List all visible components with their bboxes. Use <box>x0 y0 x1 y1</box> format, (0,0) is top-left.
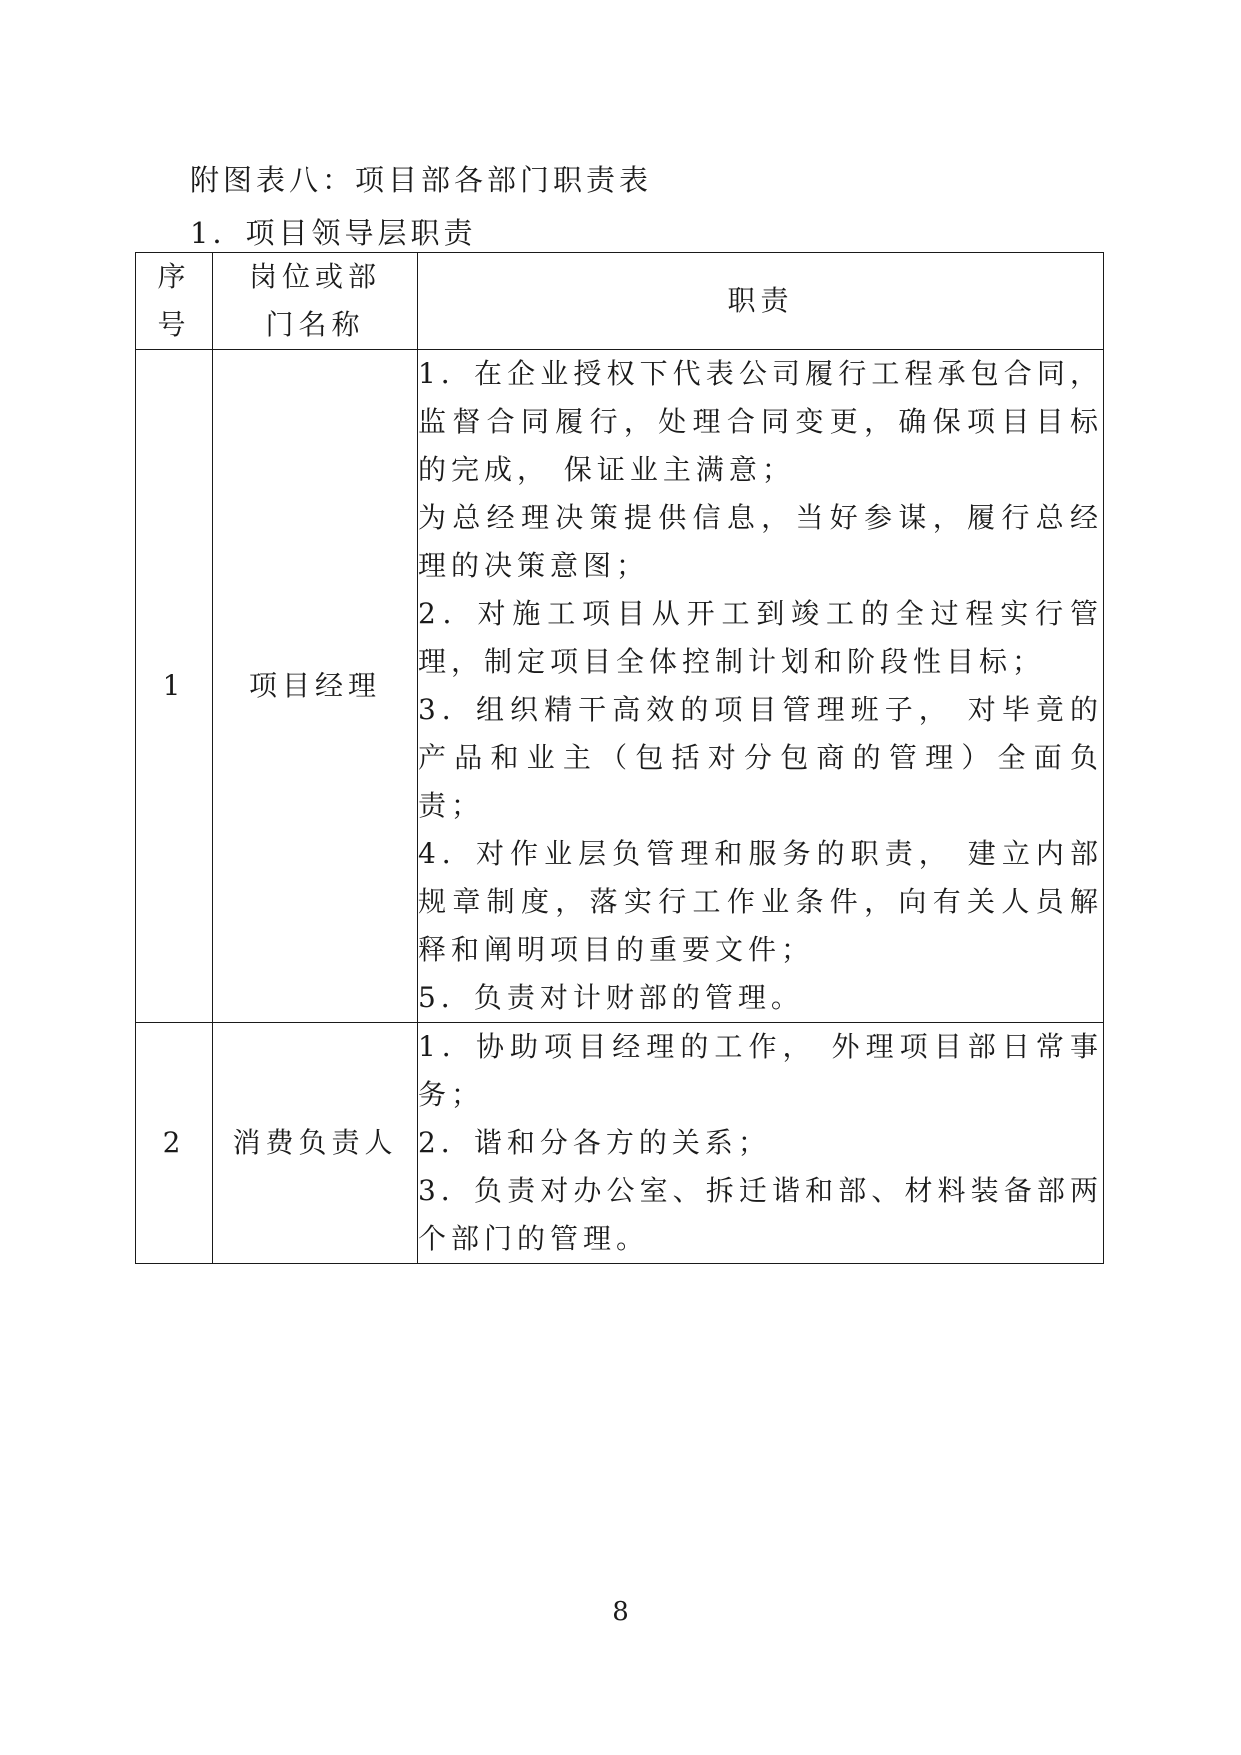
section-title: 1．项目领导层职责 <box>190 216 477 250</box>
header-name <box>213 253 418 350</box>
row-duties <box>418 1023 1104 1264</box>
duty-item: 5．负责对计财部的管理。 <box>418 981 804 1014</box>
page-number: 8 <box>612 1597 629 1627</box>
row-name: 消费负责人 <box>213 1023 418 1264</box>
duty-item: 1．协助项目经理的工作， 外理项目部日常事务； <box>418 1030 1103 1111</box>
header-seq-line1: 序 <box>157 260 191 293</box>
table-row <box>136 350 1104 1023</box>
duty-item: 2．对施工项目从开工到竣工的全过程实行管理，制定项目全体控制计划和阶段性目标； <box>418 597 1103 678</box>
table-header-row <box>136 253 1104 350</box>
duty-item: 3．负责对办公室、拆迁谐和部、材料装备部两个部门的管理。 <box>418 1174 1103 1255</box>
document-title: 附图表八：项目部各部门职责表 <box>190 163 653 197</box>
row-duties <box>418 350 1104 1023</box>
header-seq <box>136 253 213 350</box>
duty-item: 3．组织精干高效的项目管理班子， 对毕竟的产品和业主（包括对分包商的管理）全面负责； <box>418 693 1103 822</box>
duty-item: 4．对作业层负管理和服务的职责， 建立内部规章制度，落实行工作业条件，向有关人员解释和阐明项目的重要文件； <box>418 837 1103 966</box>
header-duty: 职责 <box>418 253 1104 350</box>
duty-item: 为总经理决策提供信息，当好参谋，履行总经理的决策意图； <box>418 501 1103 582</box>
duty-item: 2．谐和分各方的关系； <box>418 1126 771 1159</box>
row-seq: 1 <box>136 350 213 1023</box>
row-name: 项目经理 <box>213 350 418 1023</box>
header-name-line1: 岗位或部 <box>248 260 381 293</box>
row-seq: 2 <box>136 1023 213 1264</box>
table-row <box>136 1023 1104 1264</box>
duties-table <box>135 252 1104 1264</box>
header-seq-line2: 号 <box>157 308 191 341</box>
header-name-line2: 门名称 <box>265 308 365 341</box>
duty-item: 1．在企业授权下代表公司履行工程承包合同，监督合同履行，处理合同变更，确保项目目标的完成， 保证业主满意； <box>418 357 1103 486</box>
